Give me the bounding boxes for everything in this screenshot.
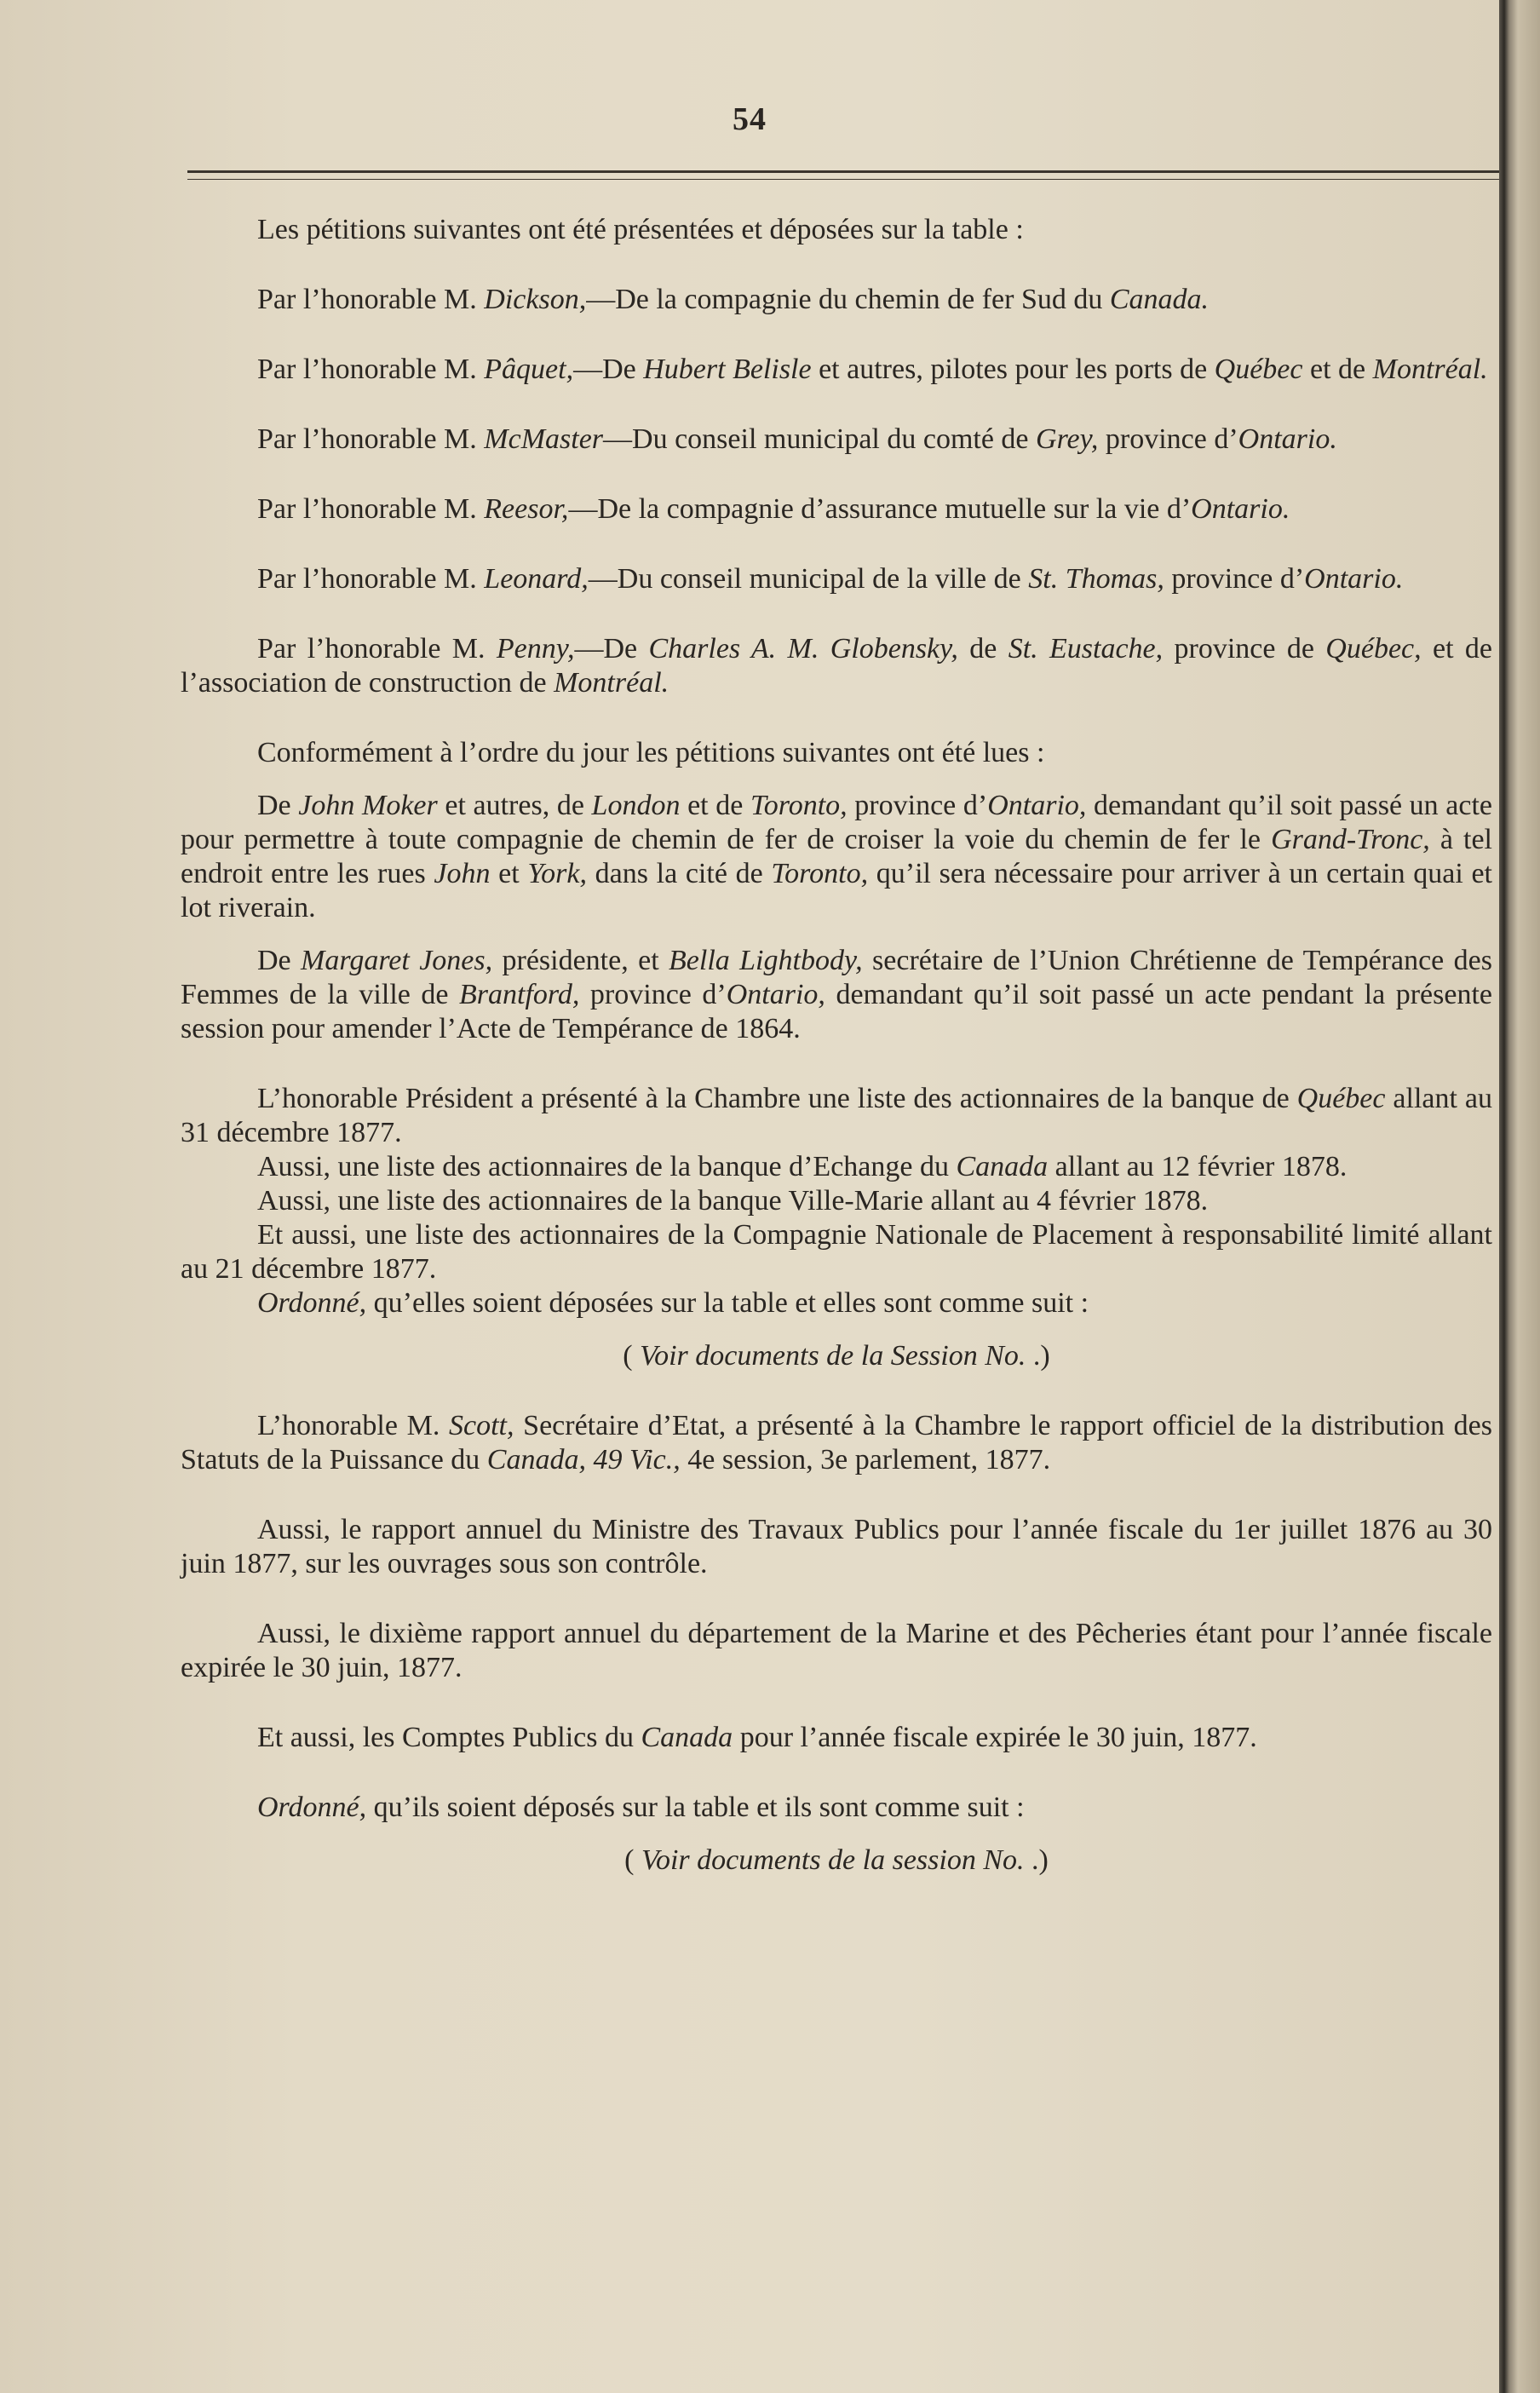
- petition-read-moker: De John Moker et autres, de London et de Toronto, province d’Ontario, demandant qu’il soit passé un acte pour permettre à toute compagnie de chemin de fer de croiser la voie du chemin de fer le Grand-Tronc, à tel endroit entre les rues John et York, dans la cité de Toronto, qu’il sera nécessaire pour arriver à un certain quai et lot riverain.: [181, 790, 1493, 923]
- petition-paquet: Par l’honorable M. Pâquet,—De Hubert Belisle et autres, pilotes pour les ports de Québec et de Montréal.: [257, 354, 1488, 385]
- aussi-marine: Aussi, le dixième rapport annuel du département de la Marine et des Pêcheries étant pour l’année fiscale expirée le 30 juin, 1877.: [181, 1618, 1492, 1683]
- petition-reesor: Par l’honorable M. Reesor,—De la compagnie d’assurance mutuelle sur la vie d’Ontario.: [257, 493, 1290, 525]
- intro-paragraph: Les pétitions suivantes ont été présentées et déposées sur la table :: [257, 214, 1024, 245]
- president-list: L’honorable Président a présenté à la Chambre une liste des actionnaires de la banque de Québec allant au 31 décembre 1877.: [181, 1083, 1492, 1148]
- aussi-ville-marie: Aussi, une liste des actionnaires de la banque Ville-Marie allant au 4 février 1878.: [257, 1185, 1209, 1217]
- petition-penny: Par l’honorable M. Penny,—De Charles A. M. Globensky, de St. Eustache, province de Québec, et de l’association de construction de Montréal.: [181, 633, 1492, 699]
- petition-dickson: Par l’honorable M. Dickson,—De la compagnie du chemin de fer Sud du Canada.: [257, 284, 1210, 315]
- petition-read-jones: De Margaret Jones, présidente, et Bella Lightbody, secrétaire de l’Union Chrétienne de Tempérance des Femmes de la ville de Brantford, province d’Ontario, demandant qu’il soit passé un acte pendant la présente session pour amender l’Acte de Tempérance de 1864.: [181, 945, 1492, 1044]
- voir-documents-2: ( Voir documents de la session No. .): [624, 1844, 1049, 1876]
- header-rule-thin: [187, 179, 1499, 180]
- read-intro: Conformément à l’ordre du jour les pétitions suivantes ont été lues :: [257, 737, 1045, 768]
- page-body: [181, 213, 1492, 1878]
- page-number: 54: [733, 101, 767, 137]
- ordonne-2: Ordonné, qu’ils soient déposés sur la table et ils sont comme suit :: [257, 1792, 1025, 1823]
- ordonne-1: Ordonné, qu’elles soient déposées sur la table et elles sont comme suit :: [257, 1287, 1089, 1319]
- aussi-travaux-publics: Aussi, le rapport annuel du Ministre des Travaux Publics pour l’année fiscale du 1er juillet 1876 au 30 juin 1877, sur les ouvrages sous son contrôle.: [181, 1514, 1492, 1579]
- aussi-placement: Et aussi, une liste des actionnaires de la Compagnie Nationale de Placement à responsabilité limité allant au 21 décembre 1877.: [181, 1219, 1492, 1285]
- petition-mcmaster: Par l’honorable M. McMaster—Du conseil municipal du comté de Grey, province d’Ontario.: [257, 423, 1337, 455]
- scott-report: L’honorable M. Scott, Secrétaire d’Etat, a présenté à la Chambre le rapport officiel de la distribution des Statuts de la Puissance du Canada, 49 Vic., 4e session, 3e parlement, 1877.: [181, 1410, 1492, 1475]
- voir-documents-1: ( Voir documents de la Session No. .): [623, 1340, 1050, 1372]
- aussi-echange: Aussi, une liste des actionnaires de la banque d’Echange du Canada allant au 12 février 1878.: [257, 1151, 1348, 1182]
- aussi-comptes-publics: Et aussi, les Comptes Publics du Canada pour l’année fiscale expirée le 30 juin, 1877.: [257, 1722, 1257, 1753]
- petition-leonard: Par l’honorable M. Leonard,—Du conseil municipal de la ville de St. Thomas, province d’Ontario.: [257, 563, 1404, 595]
- book-binding-edge: [1499, 0, 1540, 2393]
- header-rule: [187, 170, 1499, 173]
